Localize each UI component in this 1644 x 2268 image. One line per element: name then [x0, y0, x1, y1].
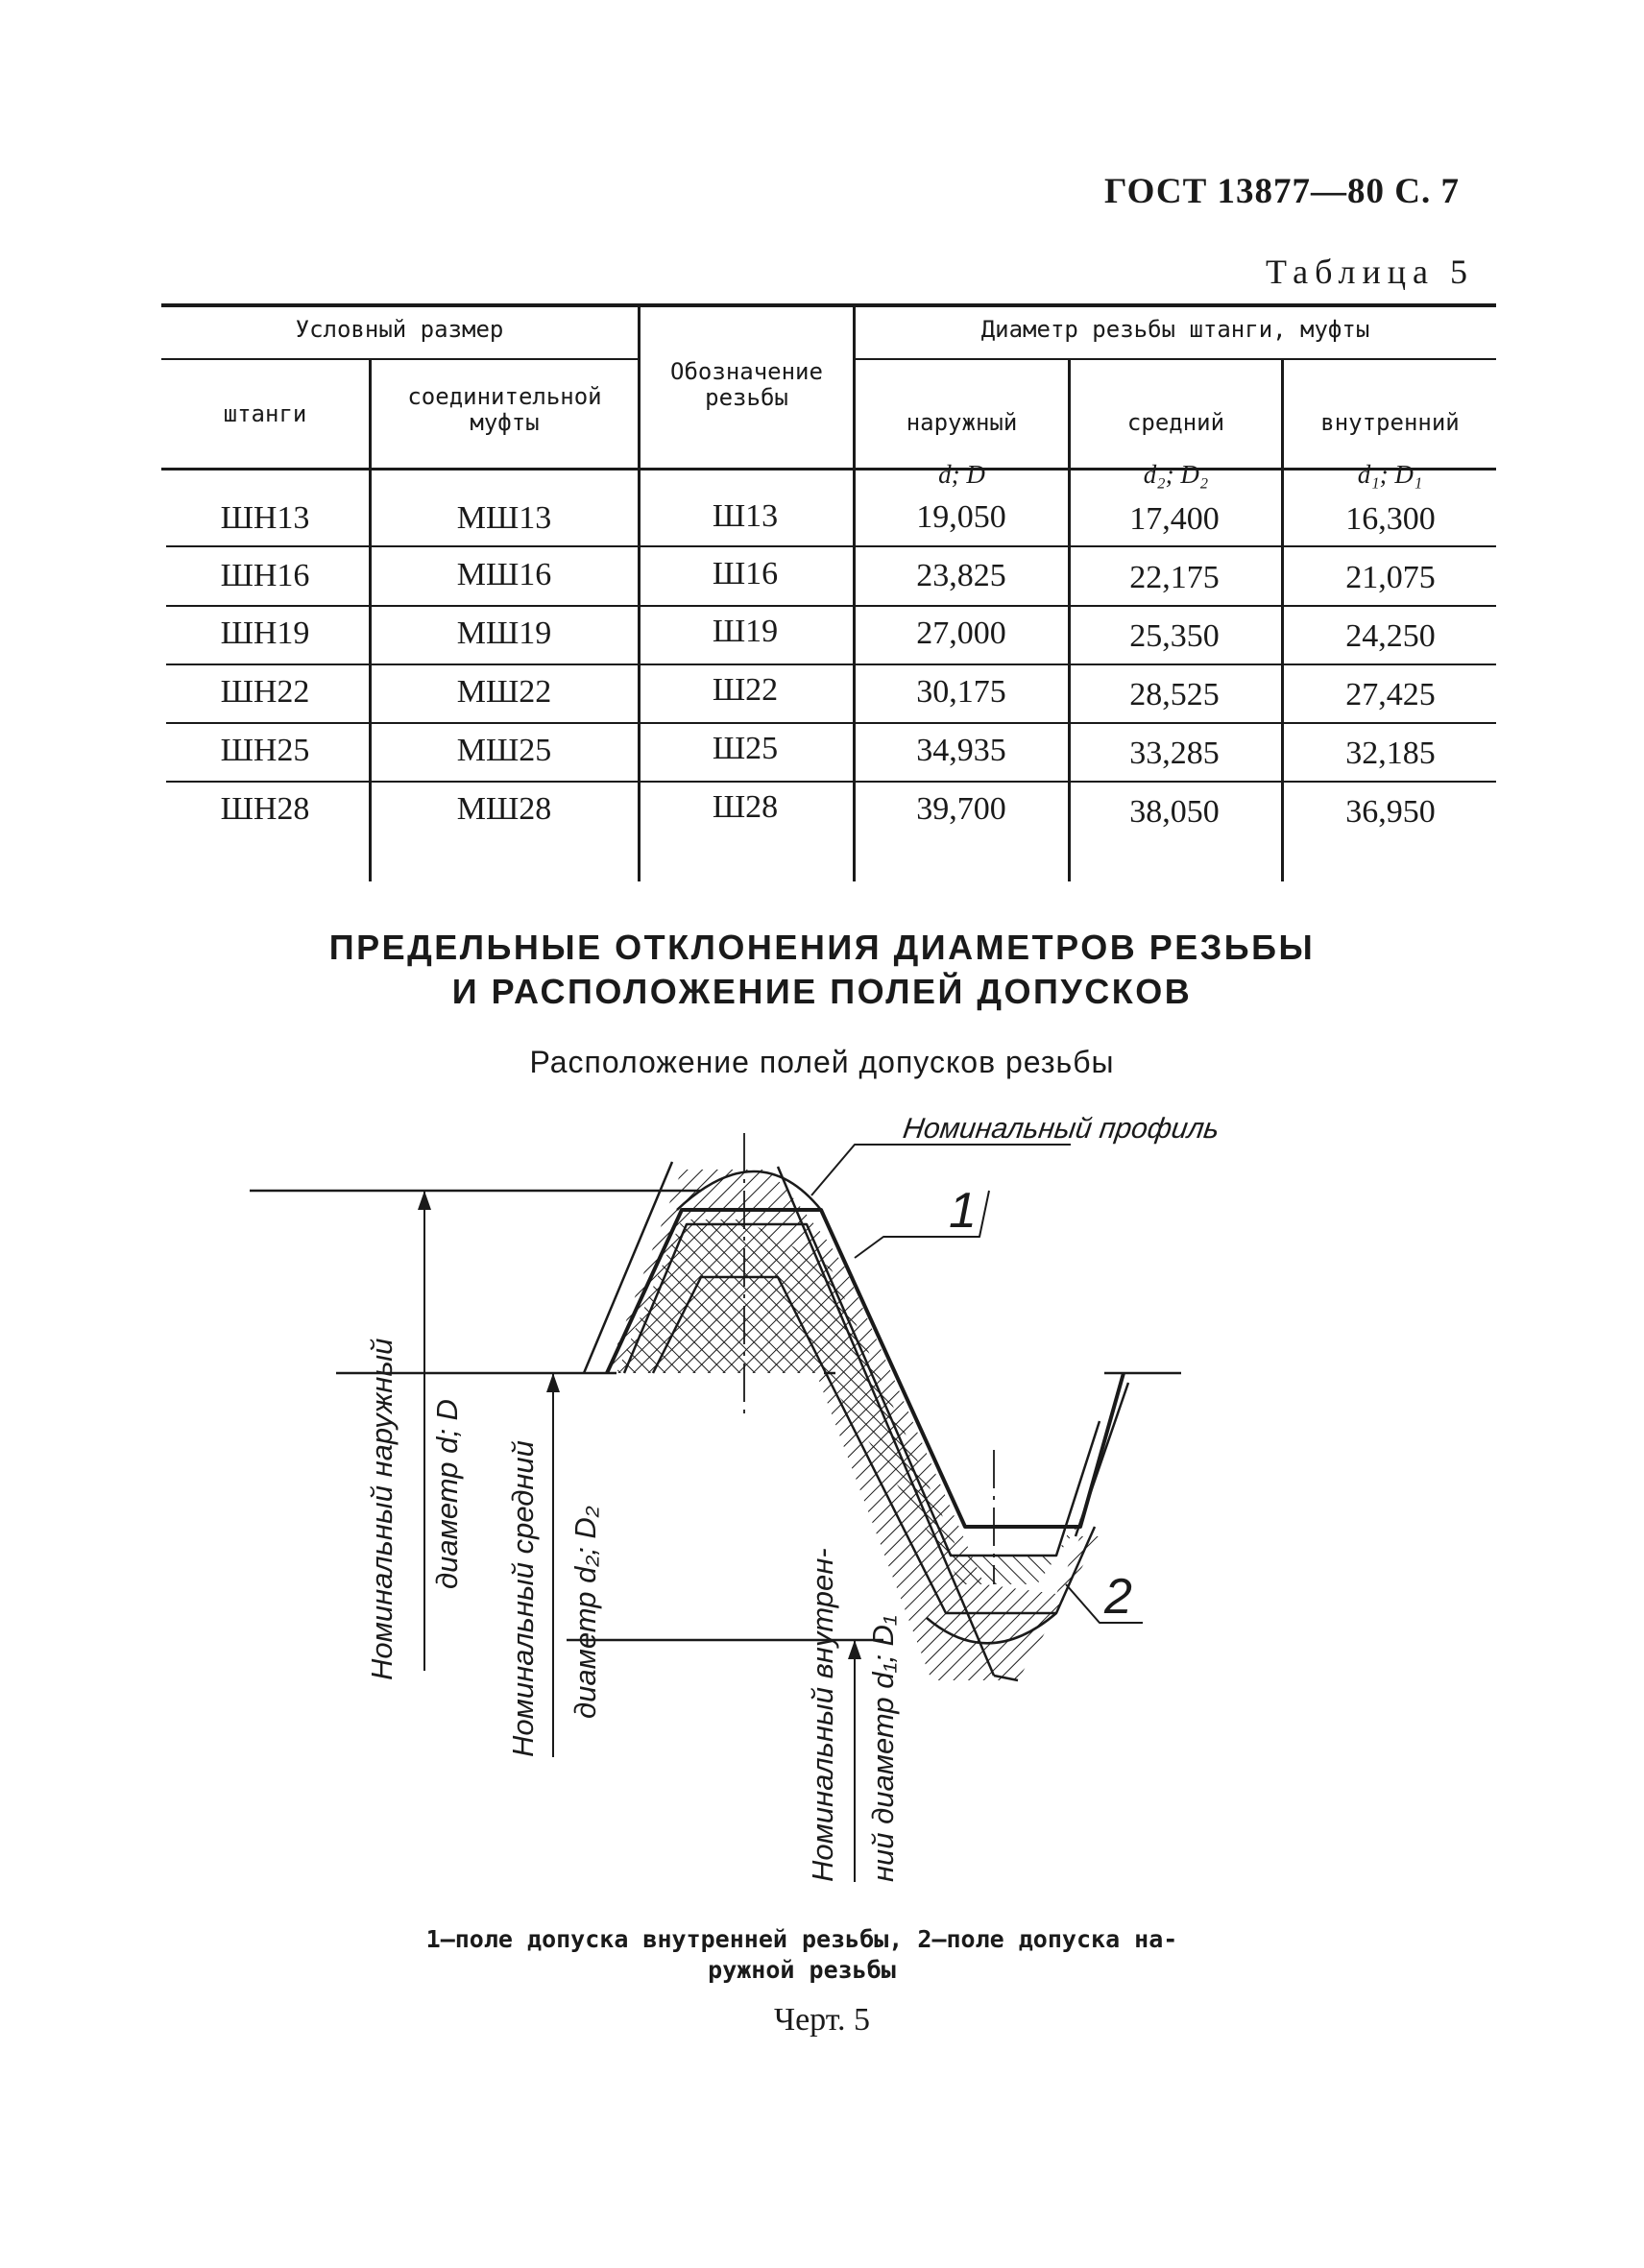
- cell-mid: 17,400: [1129, 501, 1220, 537]
- cell-outer: 19,050: [916, 499, 1006, 535]
- cell-rod: ШН19: [220, 615, 310, 651]
- header-outer-label: наружный: [906, 409, 1018, 436]
- cell-inner: 16,300: [1345, 501, 1436, 537]
- cell-outer: 27,000: [916, 615, 1006, 651]
- label-mid-2: диаметр d₂; D₂: [568, 1506, 602, 1719]
- outer-boundary: [1076, 1383, 1128, 1536]
- marker-2: 2: [1104, 1569, 1132, 1625]
- cell-rod: ШН25: [220, 733, 310, 768]
- header-mid: [1071, 384, 1281, 489]
- cell-coupling: МШ28: [456, 791, 552, 827]
- header-group-rule-left: [161, 358, 640, 360]
- header-inner: [1284, 384, 1496, 489]
- cell-mid: 33,285: [1129, 736, 1220, 771]
- cell-inner: 32,185: [1345, 736, 1436, 771]
- cell-rod: ШН28: [220, 791, 310, 827]
- cell-inner: 24,250: [1345, 618, 1436, 654]
- cell-outer: 34,935: [916, 733, 1006, 768]
- cell-inner: 27,425: [1345, 677, 1436, 712]
- cell-thread: Ш19: [712, 614, 779, 649]
- cell-outer: 23,825: [916, 558, 1006, 593]
- header-mid-label: средний: [1126, 409, 1225, 436]
- section-title-line1: ПРЕДЕЛЬНЫЕ ОТКЛОНЕНИЯ ДИАМЕТРОВ РЕЗЬБЫ: [328, 928, 1316, 967]
- cell-thread: Ш13: [712, 498, 779, 534]
- cell-coupling: МШ22: [456, 674, 552, 710]
- header-mid-symbol: d₂; D₂: [1143, 460, 1209, 489]
- cell-coupling: МШ16: [456, 557, 552, 592]
- cell-coupling: МШ13: [456, 500, 552, 536]
- figure-caption: [355, 1924, 1248, 1986]
- caption-line1: 1—поле допуска внутренней резьбы, 2—поле допуска на-: [425, 1925, 1178, 1953]
- section-title-line2: И РАСПОЛОЖЕНИЕ ПОЛЕЙ ДОПУСКОВ: [451, 972, 1193, 1011]
- label-outer-2: диаметр d; D: [430, 1399, 464, 1589]
- row-rule: [166, 722, 1496, 724]
- cell-thread: Ш28: [712, 789, 779, 825]
- header-inner-symbol: d₁; D₁: [1357, 460, 1423, 489]
- label-inner-1: Номинальный внутрен-: [806, 1548, 839, 1882]
- col-divider: [369, 358, 372, 881]
- cell-mid: 22,175: [1129, 560, 1220, 595]
- cell-outer: 30,175: [916, 674, 1006, 710]
- marker-1: 1: [949, 1183, 977, 1239]
- row-rule: [166, 664, 1496, 665]
- thread-diameter-table: [161, 303, 1496, 880]
- row-rule: [166, 781, 1496, 783]
- leader-profile: [811, 1145, 1071, 1195]
- thread-profile-svg: [365, 1113, 1229, 1901]
- cell-mid: 28,525: [1129, 677, 1220, 712]
- label-outer-1: Номинальный наружный: [365, 1338, 399, 1680]
- arrow-head: [418, 1191, 431, 1210]
- table-top-rule: [161, 303, 1496, 307]
- cell-rod: ШН22: [220, 674, 310, 710]
- arrow-head: [848, 1640, 861, 1659]
- tolerance-field-drawing: [365, 1113, 1229, 1901]
- figure-label: Черт. 5: [773, 2002, 871, 2038]
- header-conditional-size: Условный размер: [295, 316, 504, 343]
- cell-thread: Ш22: [712, 672, 779, 708]
- caption-line2: ружной резьбы: [708, 1956, 896, 1984]
- table-label: Таблица 5: [1266, 253, 1474, 291]
- cell-coupling: МШ25: [456, 733, 552, 768]
- arrow-head: [546, 1373, 560, 1392]
- cell-inner: 36,950: [1345, 794, 1436, 830]
- cell-coupling: МШ19: [456, 615, 552, 651]
- cell-mid: 25,350: [1129, 618, 1220, 654]
- label-mid-1: Номинальный средний: [506, 1440, 540, 1757]
- page-header: ГОСТ 13877—80 С. 7: [1104, 172, 1460, 211]
- section-subtitle: Расположение полей допусков резьбы: [529, 1045, 1115, 1079]
- cell-rod: ШН16: [220, 558, 310, 593]
- cell-thread: Ш25: [712, 731, 779, 766]
- header-coupling: соединительной муфты: [407, 383, 602, 436]
- header-diameter-group: Диаметр резьбы штанги, муфты: [980, 316, 1370, 343]
- label-nominal-profile: Номинальный профиль: [901, 1113, 1221, 1145]
- cell-inner: 21,075: [1345, 560, 1436, 595]
- header-designation: Обозначение резьбы: [670, 358, 823, 411]
- header-group-rule-right: [855, 358, 1496, 360]
- cell-thread: Ш16: [712, 556, 779, 591]
- header-outer-symbol: d; D: [938, 460, 985, 489]
- row-rule: [166, 545, 1496, 547]
- cell-outer: 39,700: [916, 791, 1006, 827]
- header-rod: штанги: [223, 400, 307, 427]
- cell-rod: ШН13: [220, 500, 310, 536]
- row-rule: [166, 605, 1496, 607]
- header-outer: [856, 384, 1068, 489]
- label-inner-2: ний диаметр d₁; D₁: [866, 1615, 900, 1882]
- header-inner-label: внутренний: [1320, 409, 1460, 436]
- cell-mid: 38,050: [1129, 794, 1220, 830]
